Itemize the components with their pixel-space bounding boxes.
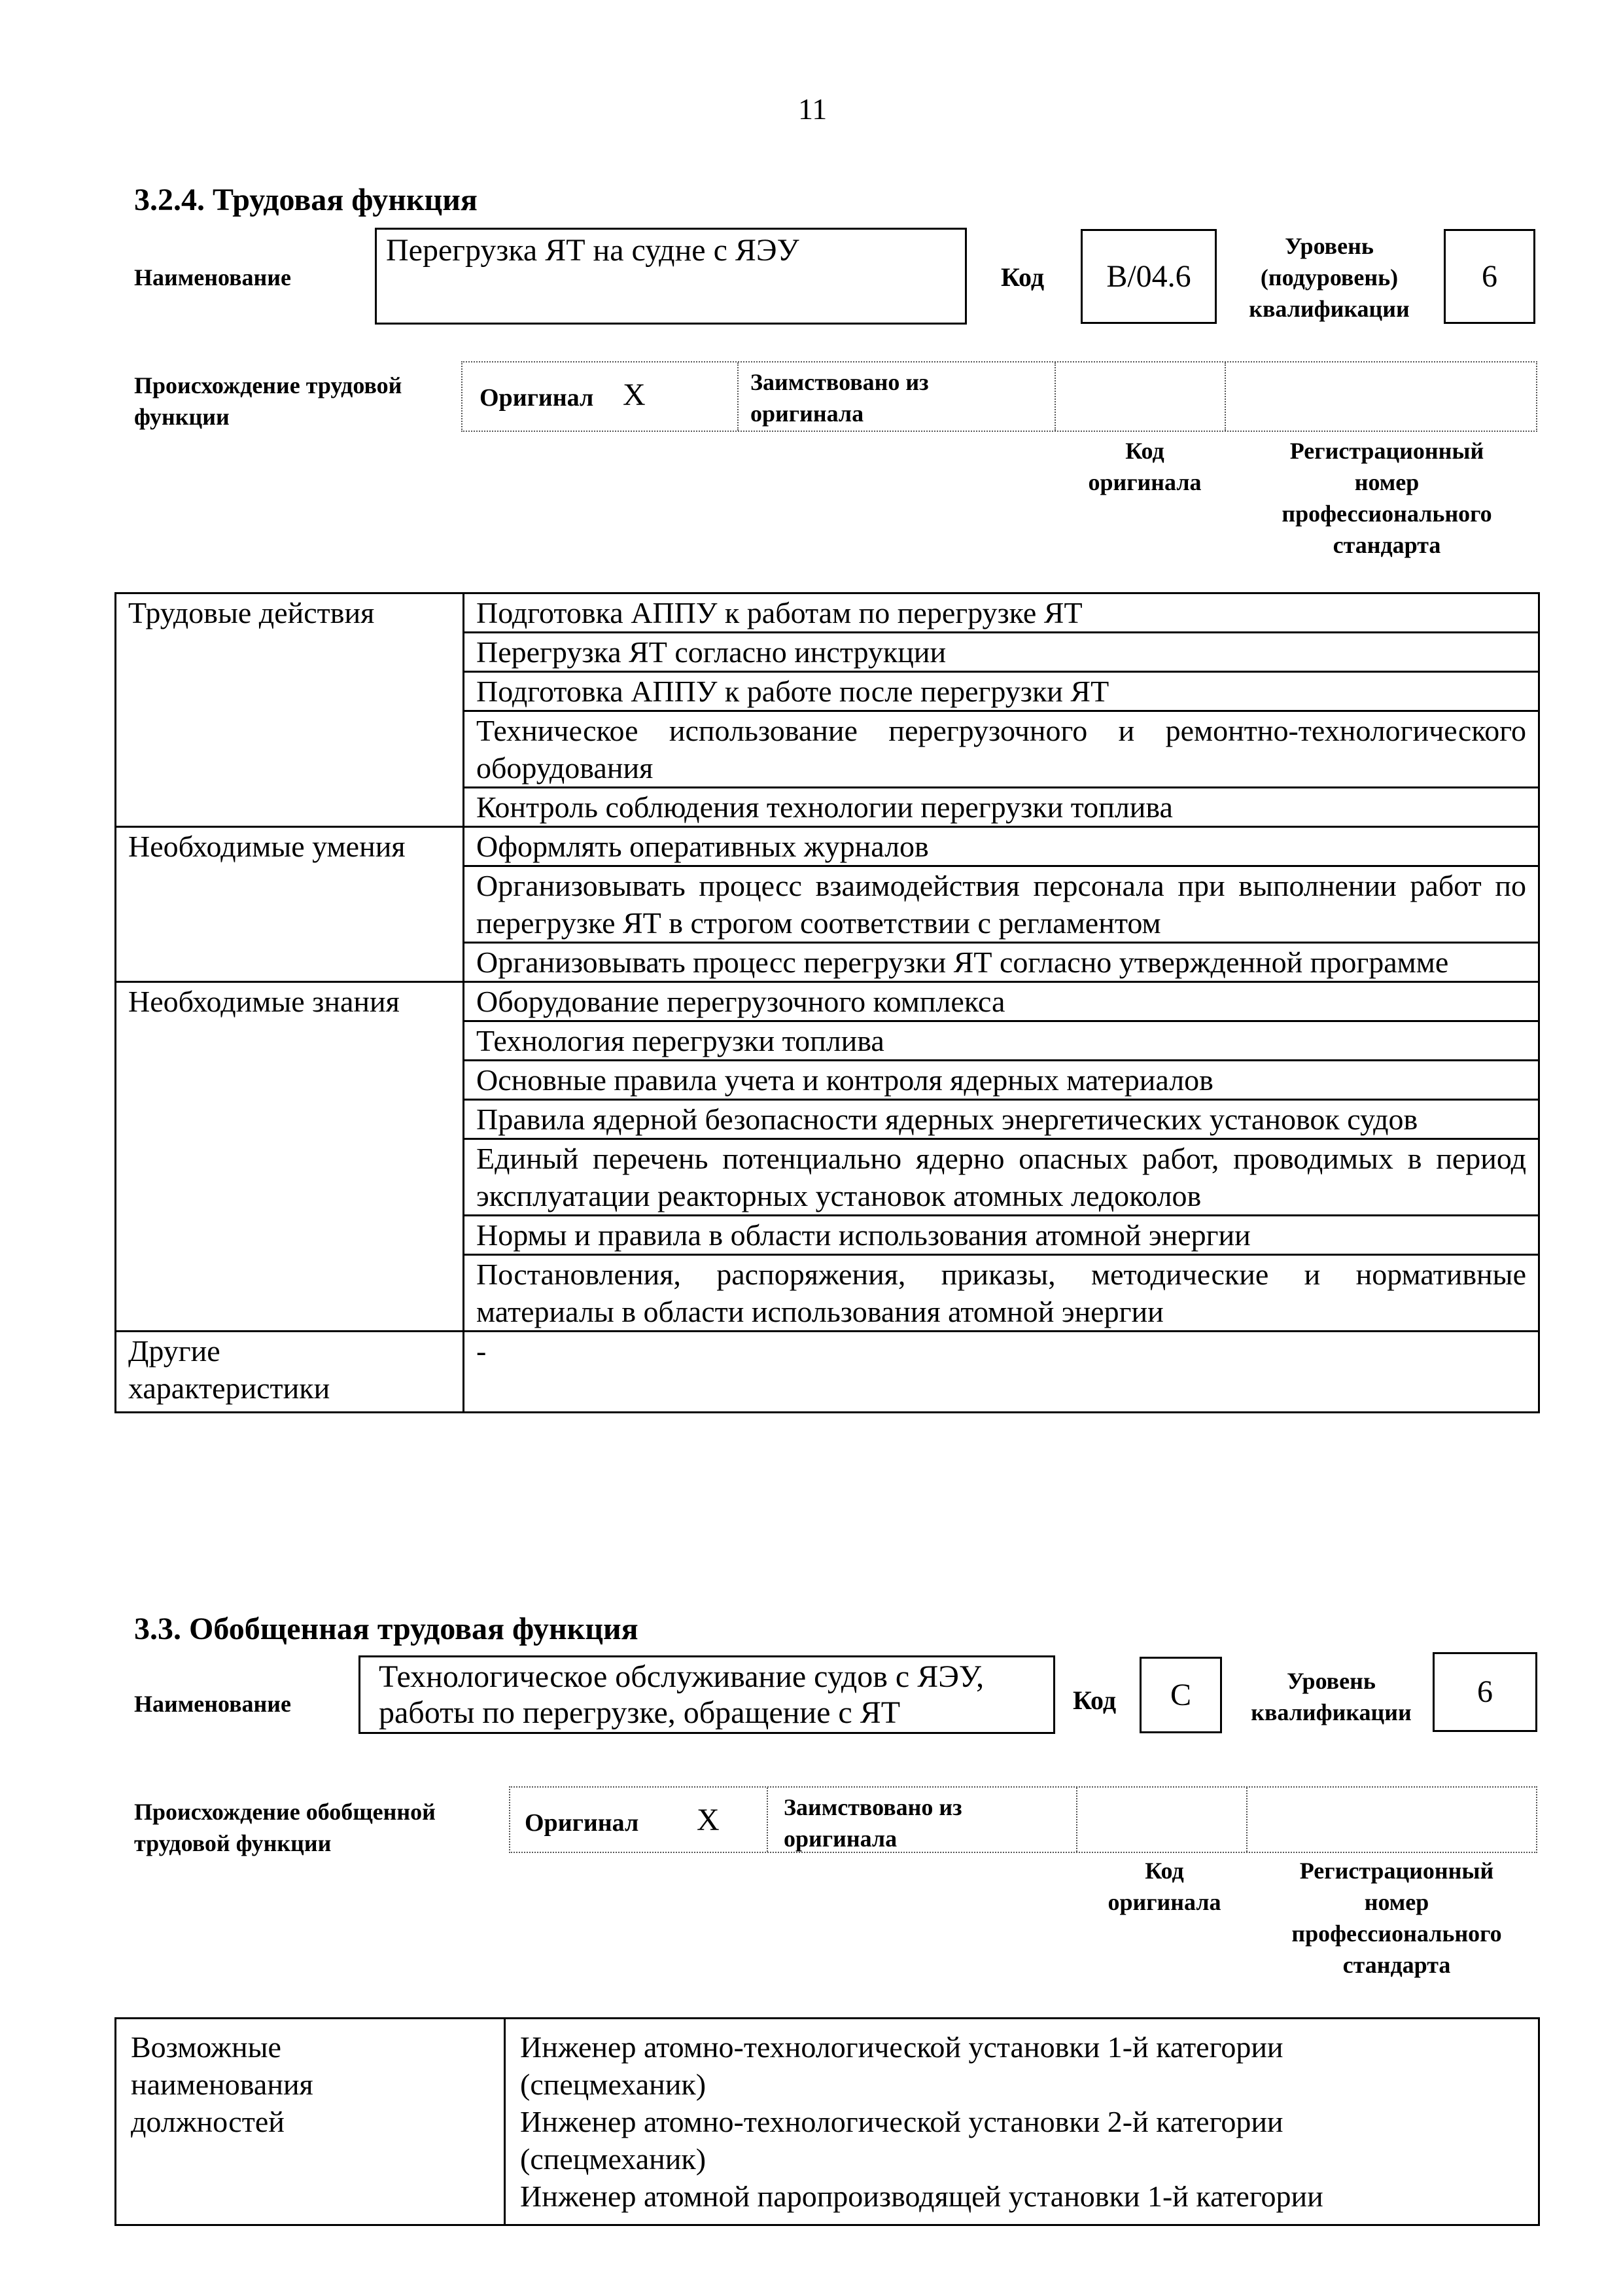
page-number: 11 [798, 92, 828, 126]
table-row [116, 1021, 1539, 1061]
position-item: Инженер атомно-технологической установки 1-й категории [520, 2030, 1283, 2064]
original-mark: X [697, 1803, 720, 1837]
positions-label-line: должностей [131, 2105, 285, 2138]
knowledge-item: Оборудование перегрузочного комплекса [464, 982, 1539, 1021]
knowledge-item: Нормы и правила в области использования атомной энергии [464, 1216, 1539, 1255]
origin-label-line: трудовой функции [134, 1830, 332, 1856]
level-caption-line: квалификации [1249, 296, 1410, 322]
borrowed-label [750, 366, 929, 429]
level-caption [1240, 1665, 1423, 1728]
level-caption-line: Уровень [1285, 233, 1374, 259]
caption-line: оригинала [1088, 469, 1202, 495]
knowledge-item: Постановления, распоряжения, приказы, методические и нормативные материалы в области использования атомной энергии [464, 1255, 1539, 1332]
caption-line: стандарта [1333, 532, 1441, 558]
table-row [116, 711, 1539, 788]
code-label: Код [1001, 262, 1045, 292]
level-caption [1238, 230, 1421, 325]
caption-line: профессионального [1282, 501, 1492, 527]
origin-label [134, 370, 402, 433]
action-item: Подготовка АППУ к работе после перегрузки ЯТ [464, 672, 1539, 711]
generalized-function-name [360, 1657, 1053, 1732]
section-title-33: 3.3. Обобщенная трудовая функция [134, 1612, 638, 1646]
original-label: Оригинал [480, 384, 594, 412]
name-label: Наименование [134, 1691, 291, 1717]
caption-line: Код [1145, 1858, 1184, 1884]
origin-row [461, 361, 1537, 432]
caption-line: номер [1364, 1889, 1429, 1915]
positions-label-line: наименования [131, 2068, 313, 2101]
other-label [116, 1332, 464, 1413]
table-row [116, 866, 1539, 943]
caption-line: оригинала [1108, 1889, 1221, 1915]
caption-line: стандарта [1342, 1952, 1451, 1978]
caption-line: Регистрационный [1289, 438, 1484, 464]
function-name: Перегрузка ЯТ на судне с ЯЭУ [386, 233, 799, 268]
table-row [116, 2019, 1539, 2225]
table-row [116, 672, 1539, 711]
position-item: (спецмеханик) [520, 2068, 707, 2101]
caption-line: Регистрационный [1299, 1858, 1494, 1884]
positions-table [114, 2017, 1540, 2226]
caption-line: номер [1354, 469, 1420, 495]
code-label: Код [1073, 1686, 1117, 1715]
original-label: Оригинал [525, 1809, 639, 1837]
reg-number-caption [1253, 1855, 1541, 1981]
origin-label [134, 1796, 436, 1859]
origin-label-line: функции [134, 404, 230, 430]
action-item: Подготовка АППУ к работам по перегрузке ЯТ [464, 593, 1539, 633]
level-caption-line: квалификации [1251, 1699, 1412, 1725]
skill-item: Оформлять оперативных журналов [464, 827, 1539, 866]
level-box [1444, 229, 1535, 324]
origin-label-line: Происхождение обобщенной [134, 1799, 436, 1825]
table-row [116, 633, 1539, 672]
code-box [1140, 1657, 1222, 1733]
table-row [116, 982, 1539, 1021]
positions-label [116, 2019, 505, 2225]
function-table [114, 592, 1540, 1413]
knowledge-item: Основные правила учета и контроля ядерных материалов [464, 1061, 1539, 1100]
borrowed-label-line: оригинала [750, 400, 864, 427]
position-item: Инженер атомно-технологической установки 2-й категории [520, 2105, 1283, 2138]
table-row [116, 593, 1539, 633]
level-box [1433, 1652, 1537, 1732]
name-line: Технологическое обслуживание судов с ЯЭУ, [379, 1659, 985, 1694]
reg-number-caption [1243, 435, 1531, 561]
table-row [116, 1255, 1539, 1332]
position-item: Инженер атомной паропроизводящей установки 1-й категории [520, 2180, 1323, 2213]
other-value: - [464, 1332, 1539, 1413]
table-row [116, 943, 1539, 982]
table-row [116, 788, 1539, 827]
level-value: 6 [1482, 258, 1497, 294]
caption-line: профессионального [1291, 1920, 1502, 1947]
borrowed-label-line: Заимствовано из [784, 1794, 962, 1820]
level-caption-line: Уровень [1287, 1668, 1376, 1694]
name-line: работы по перегрузке, обращение с ЯТ [379, 1695, 901, 1730]
generalized-function-name-box [358, 1655, 1055, 1734]
action-item: Техническое использование перегрузочного и ремонтно-технологического оборудования [464, 711, 1539, 788]
name-label: Наименование [134, 264, 291, 291]
code-original-caption [1060, 435, 1230, 498]
origin-label-line: Происхождение трудовой [134, 372, 402, 398]
section-title-324: 3.2.4. Трудовая функция [134, 183, 478, 217]
code-value: B/04.6 [1106, 258, 1191, 294]
table-row [116, 1216, 1539, 1255]
level-value: 6 [1477, 1674, 1493, 1709]
borrowed-label-line: Заимствовано из [750, 369, 929, 395]
table-row [116, 1100, 1539, 1139]
table-row [116, 1061, 1539, 1100]
skill-item: Организовывать процесс перегрузки ЯТ согласно утвержденной программе [464, 943, 1539, 982]
skill-item: Организовывать процесс взаимодействия персонала при выполнении работ по перегрузке ЯТ в строгом соответствии с регламентом [464, 866, 1539, 943]
positions-label-line: Возможные [131, 2030, 281, 2064]
code-box [1081, 229, 1217, 324]
other-label-line: Другие [128, 1334, 220, 1368]
knowledge-item: Правила ядерной безопасности ядерных энергетических установок судов [464, 1100, 1539, 1139]
position-item: (спецмеханик) [520, 2142, 707, 2176]
original-mark: X [623, 378, 646, 412]
table-row [116, 1139, 1539, 1216]
knowledge-item: Единый перечень потенциально ядерно опасных работ, проводимых в период эксплуатации реакторных установок атомных ледоколов [464, 1139, 1539, 1216]
table-row [116, 827, 1539, 866]
origin-row [509, 1786, 1537, 1853]
borrowed-label-line: оригинала [784, 1826, 898, 1852]
skills-label: Необходимые умения [116, 827, 464, 866]
positions-list [505, 2019, 1539, 2225]
other-label-line: характеристики [128, 1371, 330, 1405]
knowledge-label: Необходимые знания [116, 982, 464, 1021]
code-original-caption [1079, 1855, 1249, 1918]
table-row [116, 1332, 1539, 1413]
action-item: Перегрузка ЯТ согласно инструкции [464, 633, 1539, 672]
code-value: C [1170, 1677, 1191, 1712]
borrowed-label [784, 1792, 962, 1854]
knowledge-item: Технология перегрузки топлива [464, 1021, 1539, 1061]
level-caption-line: (подуровень) [1260, 264, 1399, 291]
action-item: Контроль соблюдения технологии перегрузки топлива [464, 788, 1539, 827]
function-name-box [375, 228, 967, 325]
caption-line: Код [1125, 438, 1164, 464]
actions-label: Трудовые действия [116, 593, 464, 633]
